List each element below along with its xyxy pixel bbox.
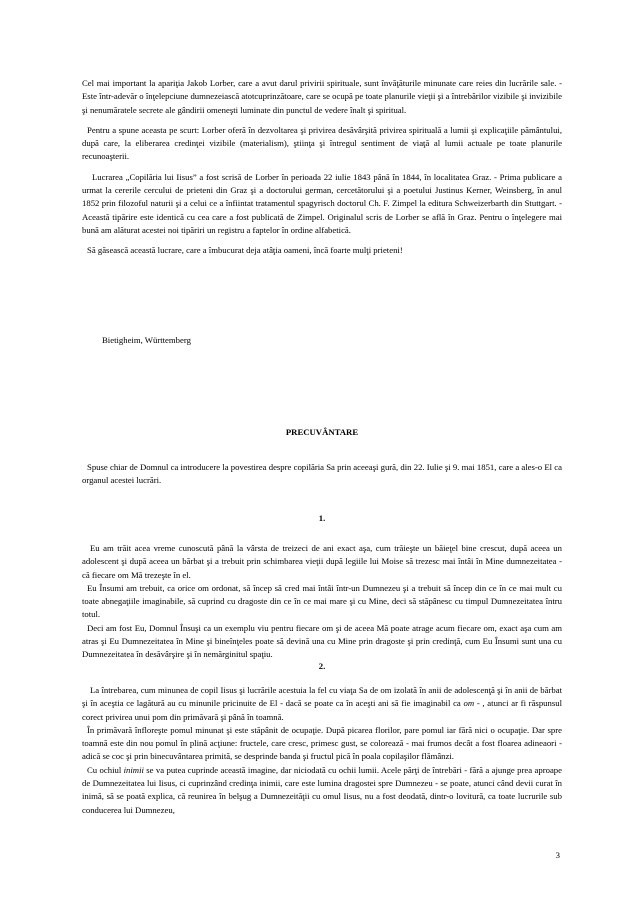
chapter-2-section bbox=[82, 684, 562, 817]
foreword-section bbox=[82, 461, 562, 488]
chapter-1-number: 1. bbox=[318, 513, 326, 523]
chapter-2-paragraph-3-start: Cu ochiul bbox=[87, 764, 124, 775]
intro-paragraph-3: Lucrarea „Copilăria lui Iisus” a fost scrisă de Lorber în perioada 22 iulie 1843 până în 1844, în localitatea Graz. - Prima publicare a urmat la cererile cercului de prieteni din Graz şi a doctorului german, cercetătorului şi a poetului Justinus Kerner, Weinsberg, în anul 1852 prin filozoful naturii şi a celui ce a înfiintat tratamentul spagyrisch doctorul Ch. F. Zimpel la editura Schweizerbarth din Stuttgart. - Această tipărire este identică cu cea care a fost publicată de Zimpel. Originalul scris de Lorber se află în Graz. Pentru o înţelegere mai bună am alăturat acestei noi tipăriri un registru a faptelor în ordine alfabetică. bbox=[82, 171, 562, 235]
intro-paragraph-1: Cel mai important la apariţia Jakob Lorber, care a avut darul privirii spirituale, sunt învăţăturile minunate care reies din lucrările sale. - Este într-adevăr o înţelepciune dumnezeiască atotcuprinzătoare, care se ocupă pe toate planurile vieţii şi a întrebărilor vizibile şi invizibile şi nenumăratele secrete ale gândirii omeneşti luminate din punctul de vedere înalt şi spiritual. bbox=[82, 78, 562, 115]
chapter-2-paragraph-3-end: se va putea cuprinde această imagine, dar niciodată cu ochii lumii. Acele părţi de întrebări - fără a ajunge prea aproape de Dumnezeitatea lui Iisus, ci cuprinzând credinţa inimii, care este lumina dragostei spre Dumnezeu - se poate, atunci când devii curat în inimă, să se poată explica, că reunirea în belşug a Dumnezeităţii cu omul Iisus, nu a fost deodată, dintr-o lovitură, ca toate lucrurile sub conducerea lui Dumnezeu, bbox=[82, 764, 562, 815]
chapter-1-paragraph-3: Deci am fost Eu, Domnul Însuşi ca un exemplu viu pentru fiecare om şi de aceea Mă poate atrage acum fiecare om, exact aşa cum am atras şi Eu Dumnezeitatea în Mine şi bineînţeles poate să devină una cu Mine prin dragoste şi prin credinţă, cum Eu Însumi sunt una cu Dumnezeitatea în desăvârşire şi în nemărginitul spaţiu. bbox=[82, 622, 562, 660]
chapter-2-paragraph-3 bbox=[82, 764, 562, 817]
chapter-2-number: 2. bbox=[318, 661, 326, 671]
chapter-2-paragraph-1-end: - , atunci ar fi răspunsul corect privirea unui pom din primăvară şi până în toamnă. bbox=[82, 698, 562, 722]
foreword-title: PRECUVÂNTARE bbox=[285, 427, 359, 437]
chapter-2-paragraph-2: În primăvară înfloreşte pomul minunat şi este stăpânit de ocupaţie. După picarea florilor, pare pomul iar fără nici o ocupaţie. Dar spre toamnă este din nou pomul în plină acţiune: fructele, care cresc, primesc gust, se colorează - mai frumos decât a fost floarea adineaori - adică se coc şi prin binecuvântarea primită, se desprinde banda şi fructul pică în poala copilaşilor flămânzi. bbox=[82, 724, 562, 762]
chapter-1-paragraph-1: Eu am trăit acea vreme cunoscută până la vârsta de treizeci de ani exact aşa, cum trăieşte un băieţel bine crescut, după aceea un adolescent şi după aceea un bărbat şi a trebuit prin schimbarea vieţii după legiile lui Moise să trezesc mai întâi în Mine dumnezeitatea - că fiecare om Mă trezeşte în el. bbox=[82, 543, 562, 580]
foreword-paragraph: Spuse chiar de Domnul ca introducere la povestirea despre copilăria Sa prin aceeaşi gură, din 22. Iulie şi 9. mai 1851, care a ales-o El ca organul acestei lucrări. bbox=[82, 462, 562, 486]
page-number: 3 bbox=[555, 850, 560, 860]
signature-place: Bietigheim, Württemberg bbox=[102, 335, 191, 345]
chapter-2-paragraph-1-start: La întrebarea, cum minunea de copil Iisus şi lucrările acestuia la fel cu viaţa Sa de om izolată în anii de adolescenţă şi în anii de bărbat şi în aceştia ce lagătură au cu minunile pricinuite de El - dacă se poate ca în aceşti ani să fie imaginabil ca bbox=[82, 685, 562, 709]
emphasis-om: om bbox=[463, 698, 475, 709]
emphasis-inimii: inimii bbox=[123, 764, 144, 775]
chapter-1-section bbox=[82, 542, 562, 662]
intro-paragraph-2: Pentru a spune aceasta pe scurt: Lorber oferă în dezvoltarea şi privirea desăvârşită privirea spirituală a lumii şi explicaţiile pământului, după care, la eliberarea credinţei vizibile (materialism), ştiinţa şi întregul sentiment de viaţă al lumii actuale pe toate planurile recunoaşterii. bbox=[82, 124, 562, 162]
chapter-1-paragraph-2: Eu Însumi am trebuit, ca orice om ordonat, să încep să cred mai întâi într-un Dumnezeu şi a trebuit să încep din ce în ce mai mult cu toate abnegaţiile imaginabile, să cuprind cu dragoste din ce în ce mai mare şi cu Mine, deci să stăpânesc cu timpul Dumnezeitatea întru totul. bbox=[82, 582, 562, 620]
chapter-2-paragraph-1 bbox=[82, 684, 562, 724]
intro-section bbox=[82, 77, 562, 258]
intro-paragraph-4: Să găsească această lucrare, care a îmbucurat deja atâţia oameni, încă foarte mulţi prieteni! bbox=[87, 245, 403, 256]
